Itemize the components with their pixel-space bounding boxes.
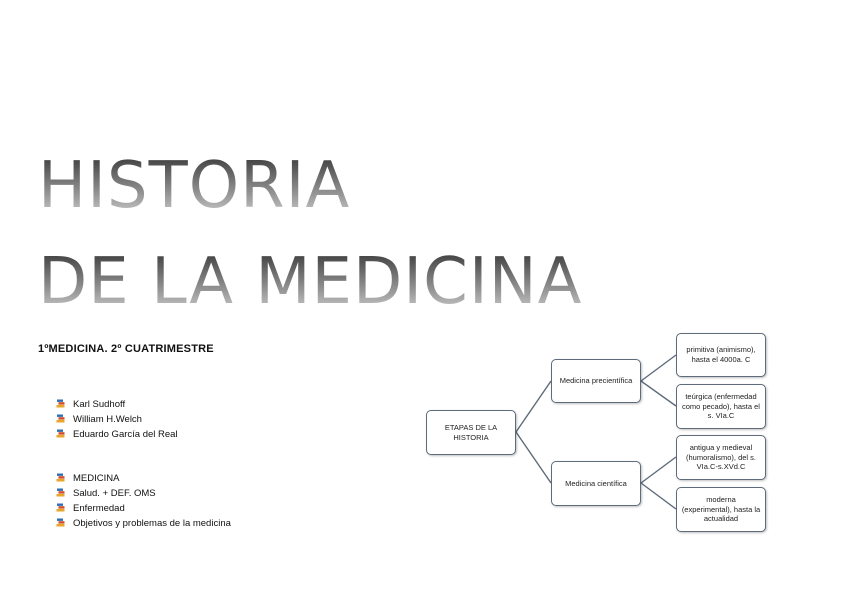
connector-line [641,381,676,406]
book-stack-icon [56,473,66,482]
list-item [56,471,231,486]
author-name: Eduardo García del Real [73,429,178,440]
book-stack-icon [56,414,66,423]
topic-item: Objetivos y problemas de la medicina [73,518,231,529]
diagram-node-precientifica: Medicina precientífica [551,359,641,403]
list-item [56,486,231,501]
connector-line [516,432,551,483]
diagram-node-antigua: antigua y medieval (humoralismo), del s. VIa.C-s.XVd.C [676,435,766,480]
connector-line [641,355,676,381]
book-stack-icon [56,518,66,527]
list-item [56,427,178,442]
diagram-node-teurgica: teúrgica (enfermedad como pecado), hasta el s. VIa.C [676,384,766,429]
book-stack-icon [56,488,66,497]
title-line-1: HISTORIA [38,149,351,223]
author-name: Karl Sudhoff [73,399,126,410]
title-line-2: DE LA MEDICINA [38,245,583,319]
connector-line [641,483,676,509]
list-item [56,516,231,531]
author-name: William H.Welch [73,414,142,425]
connector-line [641,457,676,483]
list-item [56,501,231,516]
topic-item: Enfermedad [73,503,125,514]
course-subtitle: 1ºMEDICINA. 2º CUATRIMESTRE [38,343,214,355]
diagram-node-cientifica: Medicina científica [551,461,641,506]
diagram-node-moderna: moderna (experimental), hasta la actualidad [676,487,766,532]
topic-item: MEDICINA [73,473,120,484]
list-item [56,412,178,427]
book-stack-icon [56,429,66,438]
diagram-root-node: ETAPAS DE LA HISTORIA [426,410,516,455]
authors-list [56,397,178,442]
diagram-node-primitiva: primitiva (animismo), hasta el 4000a. C [676,333,766,377]
list-item [56,397,178,412]
topics-list [56,471,231,531]
connector-line [516,381,551,432]
topic-item: Salud. + DEF. OMS [73,488,156,499]
book-stack-icon [56,399,66,408]
book-stack-icon [56,503,66,512]
